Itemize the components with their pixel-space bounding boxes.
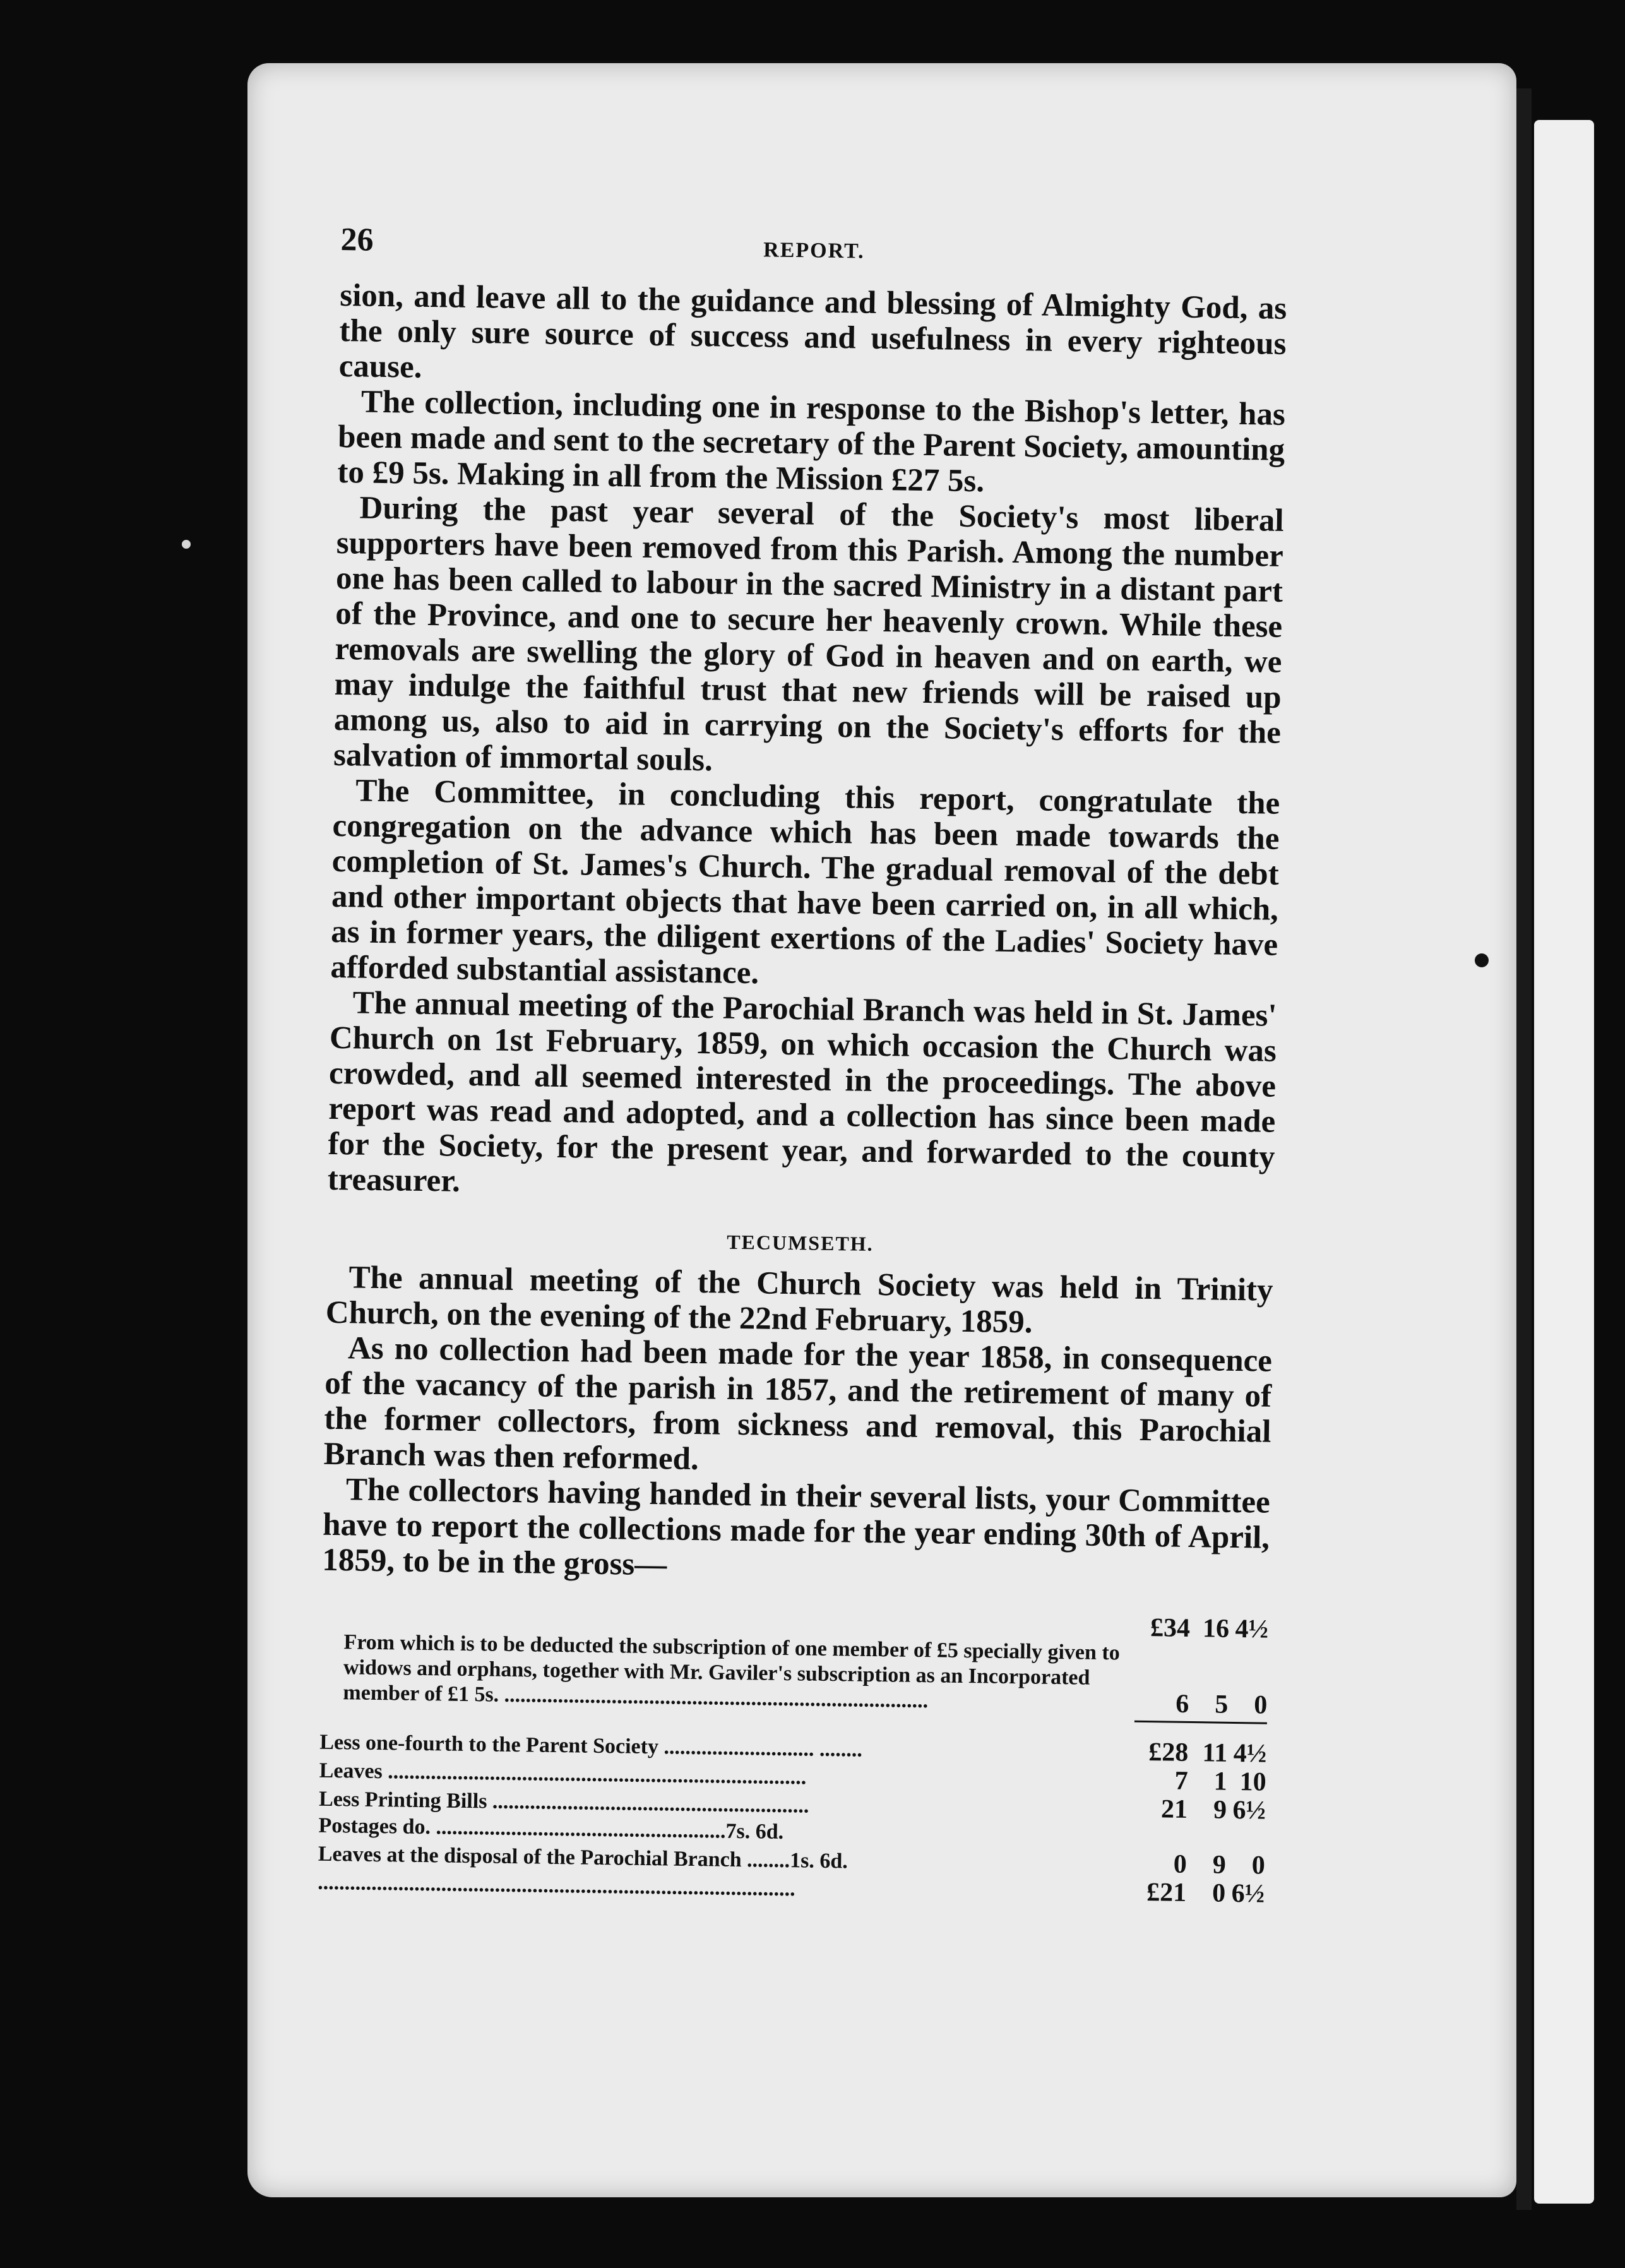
sum-rule xyxy=(1134,1721,1267,1724)
section-heading: TECUMSETH. xyxy=(726,1230,874,1255)
amount-pence: 0 xyxy=(1254,1690,1268,1720)
amount-pence: 6½ xyxy=(1231,1878,1265,1909)
ledger-label: Leaves at the disposal of the Parochial Branch ........1s. 6d. xyxy=(318,1842,848,1873)
adjacent-page-strip xyxy=(1534,120,1594,2204)
amount-pence: 4½ xyxy=(1235,1614,1269,1644)
amount-shillings xyxy=(1187,1844,1226,1845)
amount-pence xyxy=(1226,1845,1265,1846)
amount-pounds: 6 xyxy=(1176,1689,1189,1719)
paragraph: The Committee, in concluding this report, congratulate the congregation on the advance which has been made towards the completion of St. James's Church. The gradual removal of the debt and other important objects that have been carried on, in all which, as in former years, the diligent exertions of the Ladies' Society have afforded substantial assistance. xyxy=(330,773,1280,991)
amount-pence: 6½ xyxy=(1232,1795,1266,1825)
amount-shillings: 9 xyxy=(1212,1850,1227,1880)
amount-shillings: 0 xyxy=(1211,1878,1226,1908)
accounts-ledger xyxy=(318,1603,1268,1909)
amount-pounds: £28 xyxy=(1148,1738,1189,1767)
deduction-note: From which is to be deducted the subscription of one member of £5 specially given to widows and orphans, together with Mr. Gaviler's subscription as an Incorporated member of £1 5s. ............................................................................... xyxy=(343,1630,1121,1713)
amount-shillings: 5 xyxy=(1215,1690,1229,1719)
ledger-label: Postages do. ......................................................7s. 6d. xyxy=(318,1813,784,1844)
ledger-label: ......................................................................................... xyxy=(318,1870,795,1901)
page-number: 26 xyxy=(340,221,374,258)
amount-shillings: 1 xyxy=(1213,1767,1227,1796)
page-content xyxy=(318,221,1288,1909)
paragraph: The collectors having handed in their several lists, your Committee have to report the collections made for the year ending 30th of April, 1859, to be in the gross— xyxy=(321,1472,1271,1583)
amount-pounds: 7 xyxy=(1174,1766,1188,1796)
paragraph: sion, and leave all to the guidance and blessing of Almighty God, as the only sure source of success and usefulness in every righteous cause. xyxy=(338,277,1287,385)
amount-pounds: £34 xyxy=(1150,1613,1191,1643)
margin-speck xyxy=(1475,953,1489,967)
amount-pounds: 21 xyxy=(1160,1794,1188,1824)
amount-pence: 0 xyxy=(1251,1851,1266,1880)
book-page xyxy=(247,63,1516,2197)
ledger-label: Leaves .............................................................................. xyxy=(319,1758,807,1789)
ledger-label: Less one-fourth to the Parent Society ............................ ........ xyxy=(319,1730,863,1762)
amount-pence: 10 xyxy=(1239,1767,1266,1797)
paragraph: The collection, including one in response to the Bishop's letter, has been made and sent to the secretary of the Parent Society, amounting to £9 5s. Making in all from the Mission £27 5s. xyxy=(337,384,1286,499)
margin-speck xyxy=(182,540,191,549)
paragraph: As no collection had been made for the year 1858, in consequence of the vacancy of the parish in 1857, and the retirement of many of the former collectors, from sickness and removal, this Parochial Branch was then reformed. xyxy=(323,1330,1273,1477)
amount-pence: 4½ xyxy=(1233,1738,1267,1769)
running-title: REPORT. xyxy=(763,238,865,263)
amount-pounds: £21 xyxy=(1146,1878,1187,1907)
paragraph: The annual meeting of the Parochial Branch was held in St. James' Church on 1st February, 1859, on which occasion the Church was crowded, and all seemed interested in the proceedings. The above report was read and adopted, and a collection has since been made for the Society, for the present year, and forwarded to the county treasurer. xyxy=(327,985,1277,1199)
page-fold-shadow xyxy=(1516,88,1532,2210)
amount-shillings: 11 xyxy=(1202,1738,1228,1768)
ledger-label: Less Printing Bills ........................................................... xyxy=(318,1787,809,1818)
amount-shillings: 9 xyxy=(1213,1795,1227,1825)
amount-shillings: 16 xyxy=(1202,1614,1230,1644)
paragraph: During the past year several of the Society's most liberal supporters have been removed from this Parish. Among the number one has been called to labour in the sacred Ministry in a distant part of the Province, and one to secure her heavenly crown. While these removals are swelling the glory of God in heaven and on earth, we may indulge the faithful trust that new friends will be raised up among us, also to aid in carrying on the Society's efforts for the salvation of immortal souls. xyxy=(333,490,1284,779)
paragraph: The annual meeting of the Church Society was held in Trinity Church, on the evening of the 22nd February, 1859. xyxy=(325,1260,1273,1340)
amount-pounds: 0 xyxy=(1173,1849,1188,1879)
ledger-row-deduction xyxy=(320,1630,1268,1719)
